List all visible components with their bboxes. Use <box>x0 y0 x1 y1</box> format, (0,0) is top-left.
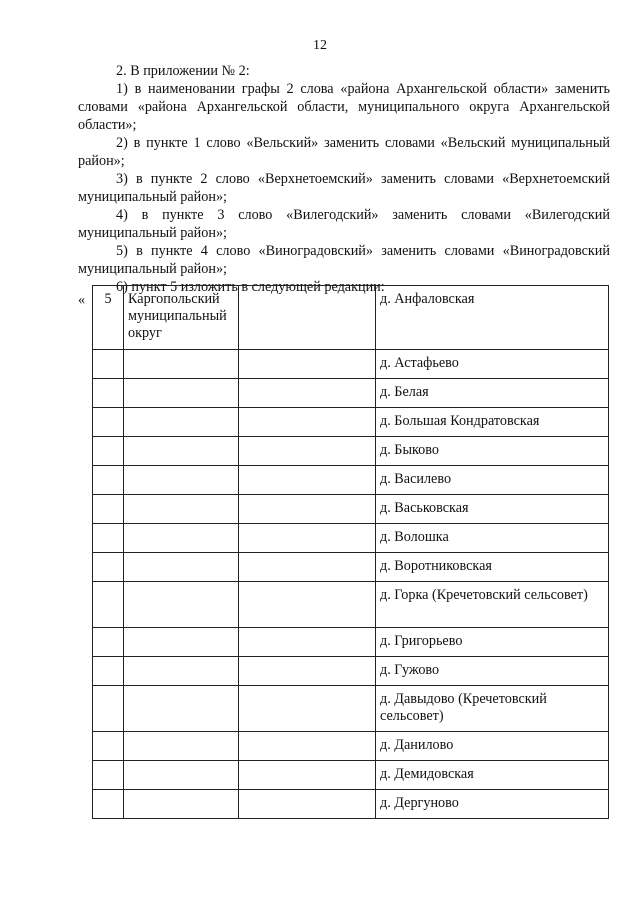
item-number-cell <box>93 466 124 495</box>
item-number-cell <box>93 732 124 761</box>
settlement-cell: д. Астафьево <box>376 350 609 379</box>
table-row <box>93 495 609 524</box>
item-number-cell <box>93 686 124 732</box>
paragraph: 1) в наименовании графы 2 слова «района Архангельской области» заменить словами «района Архангельской области, муниципального округа Архангельской области»; <box>78 81 610 133</box>
item-number-cell <box>93 790 124 819</box>
paragraph: 2) в пункте 1 слово «Вельский» заменить словами «Вельский муниципальный район»; <box>78 135 610 169</box>
empty-cell <box>239 790 376 819</box>
item-number-cell <box>93 437 124 466</box>
opening-quote: « <box>78 292 86 308</box>
district-cell <box>124 408 239 437</box>
amendment-text <box>78 62 610 296</box>
district-cell <box>124 350 239 379</box>
district-cell <box>124 657 239 686</box>
item-number-cell <box>93 495 124 524</box>
settlement-cell: д. Воротниковская <box>376 553 609 582</box>
settlements-table <box>92 285 609 819</box>
settlement-cell: д. Большая Кондратовская <box>376 408 609 437</box>
district-cell <box>124 790 239 819</box>
table-row <box>93 379 609 408</box>
table-row <box>93 553 609 582</box>
settlement-cell: д. Василево <box>376 466 609 495</box>
item-number-cell <box>93 553 124 582</box>
empty-cell <box>239 524 376 553</box>
district-cell <box>124 524 239 553</box>
empty-cell <box>239 628 376 657</box>
settlement-cell: д. Григорьево <box>376 628 609 657</box>
settlement-cell: д. Белая <box>376 379 609 408</box>
table-row <box>93 686 609 732</box>
empty-cell <box>239 350 376 379</box>
empty-cell <box>239 286 376 350</box>
paragraph: 2. В приложении № 2: <box>116 63 250 79</box>
empty-cell <box>239 466 376 495</box>
settlement-cell: д. Данилово <box>376 732 609 761</box>
table-row <box>93 466 609 495</box>
paragraph: 5) в пункте 4 слово «Виноградовский» заменить словами «Виноградовский муниципальный район»; <box>78 243 610 277</box>
district-cell <box>124 495 239 524</box>
settlement-cell: д. Давыдово (Кречетовский сельсовет) <box>376 686 609 732</box>
settlement-cell: д. Дергуново <box>376 790 609 819</box>
settlement-cell: д. Васьковская <box>376 495 609 524</box>
paragraph: 6) пункт 5 изложить в следующей редакции: <box>116 279 385 295</box>
empty-cell <box>239 495 376 524</box>
table-row <box>93 657 609 686</box>
empty-cell <box>239 379 376 408</box>
district-cell <box>124 761 239 790</box>
empty-cell <box>239 408 376 437</box>
paragraph: 3) в пункте 2 слово «Верхнетоемский» заменить словами «Верхнетоемский муниципальный район»; <box>78 171 610 205</box>
item-number-cell <box>93 350 124 379</box>
district-cell: Каргопольский муниципальный округ <box>124 286 239 350</box>
empty-cell <box>239 732 376 761</box>
table-row <box>93 286 609 350</box>
district-cell <box>124 582 239 628</box>
district-cell <box>124 437 239 466</box>
item-number-cell <box>93 628 124 657</box>
empty-cell <box>239 761 376 790</box>
settlement-cell: д. Горка (Кречетовский сельсовет) <box>376 582 609 628</box>
item-number-cell <box>93 524 124 553</box>
settlement-cell: д. Анфаловская <box>376 286 609 350</box>
settlement-cell: д. Гужово <box>376 657 609 686</box>
table-row <box>93 437 609 466</box>
item-number-cell <box>93 379 124 408</box>
empty-cell <box>239 582 376 628</box>
table-row <box>93 350 609 379</box>
item-number-cell <box>93 761 124 790</box>
table-row <box>93 761 609 790</box>
empty-cell <box>239 686 376 732</box>
table-row <box>93 628 609 657</box>
district-cell <box>124 379 239 408</box>
settlement-cell: д. Волошка <box>376 524 609 553</box>
district-cell <box>124 628 239 657</box>
item-number-cell <box>93 582 124 628</box>
district-cell <box>124 686 239 732</box>
item-number-cell <box>93 408 124 437</box>
table-row <box>93 408 609 437</box>
table-row <box>93 790 609 819</box>
table-row <box>93 582 609 628</box>
district-cell <box>124 732 239 761</box>
settlement-cell: д. Быково <box>376 437 609 466</box>
empty-cell <box>239 657 376 686</box>
district-cell <box>124 466 239 495</box>
table-row <box>93 524 609 553</box>
table-row <box>93 732 609 761</box>
district-cell <box>124 553 239 582</box>
settlement-cell: д. Демидовская <box>376 761 609 790</box>
item-number-cell: 5 <box>93 286 124 350</box>
page-number: 12 <box>313 38 327 53</box>
paragraph: 4) в пункте 3 слово «Вилегодский» заменить словами «Вилегодский муниципальный район»; <box>78 207 610 241</box>
item-number-cell <box>93 657 124 686</box>
empty-cell <box>239 553 376 582</box>
empty-cell <box>239 437 376 466</box>
